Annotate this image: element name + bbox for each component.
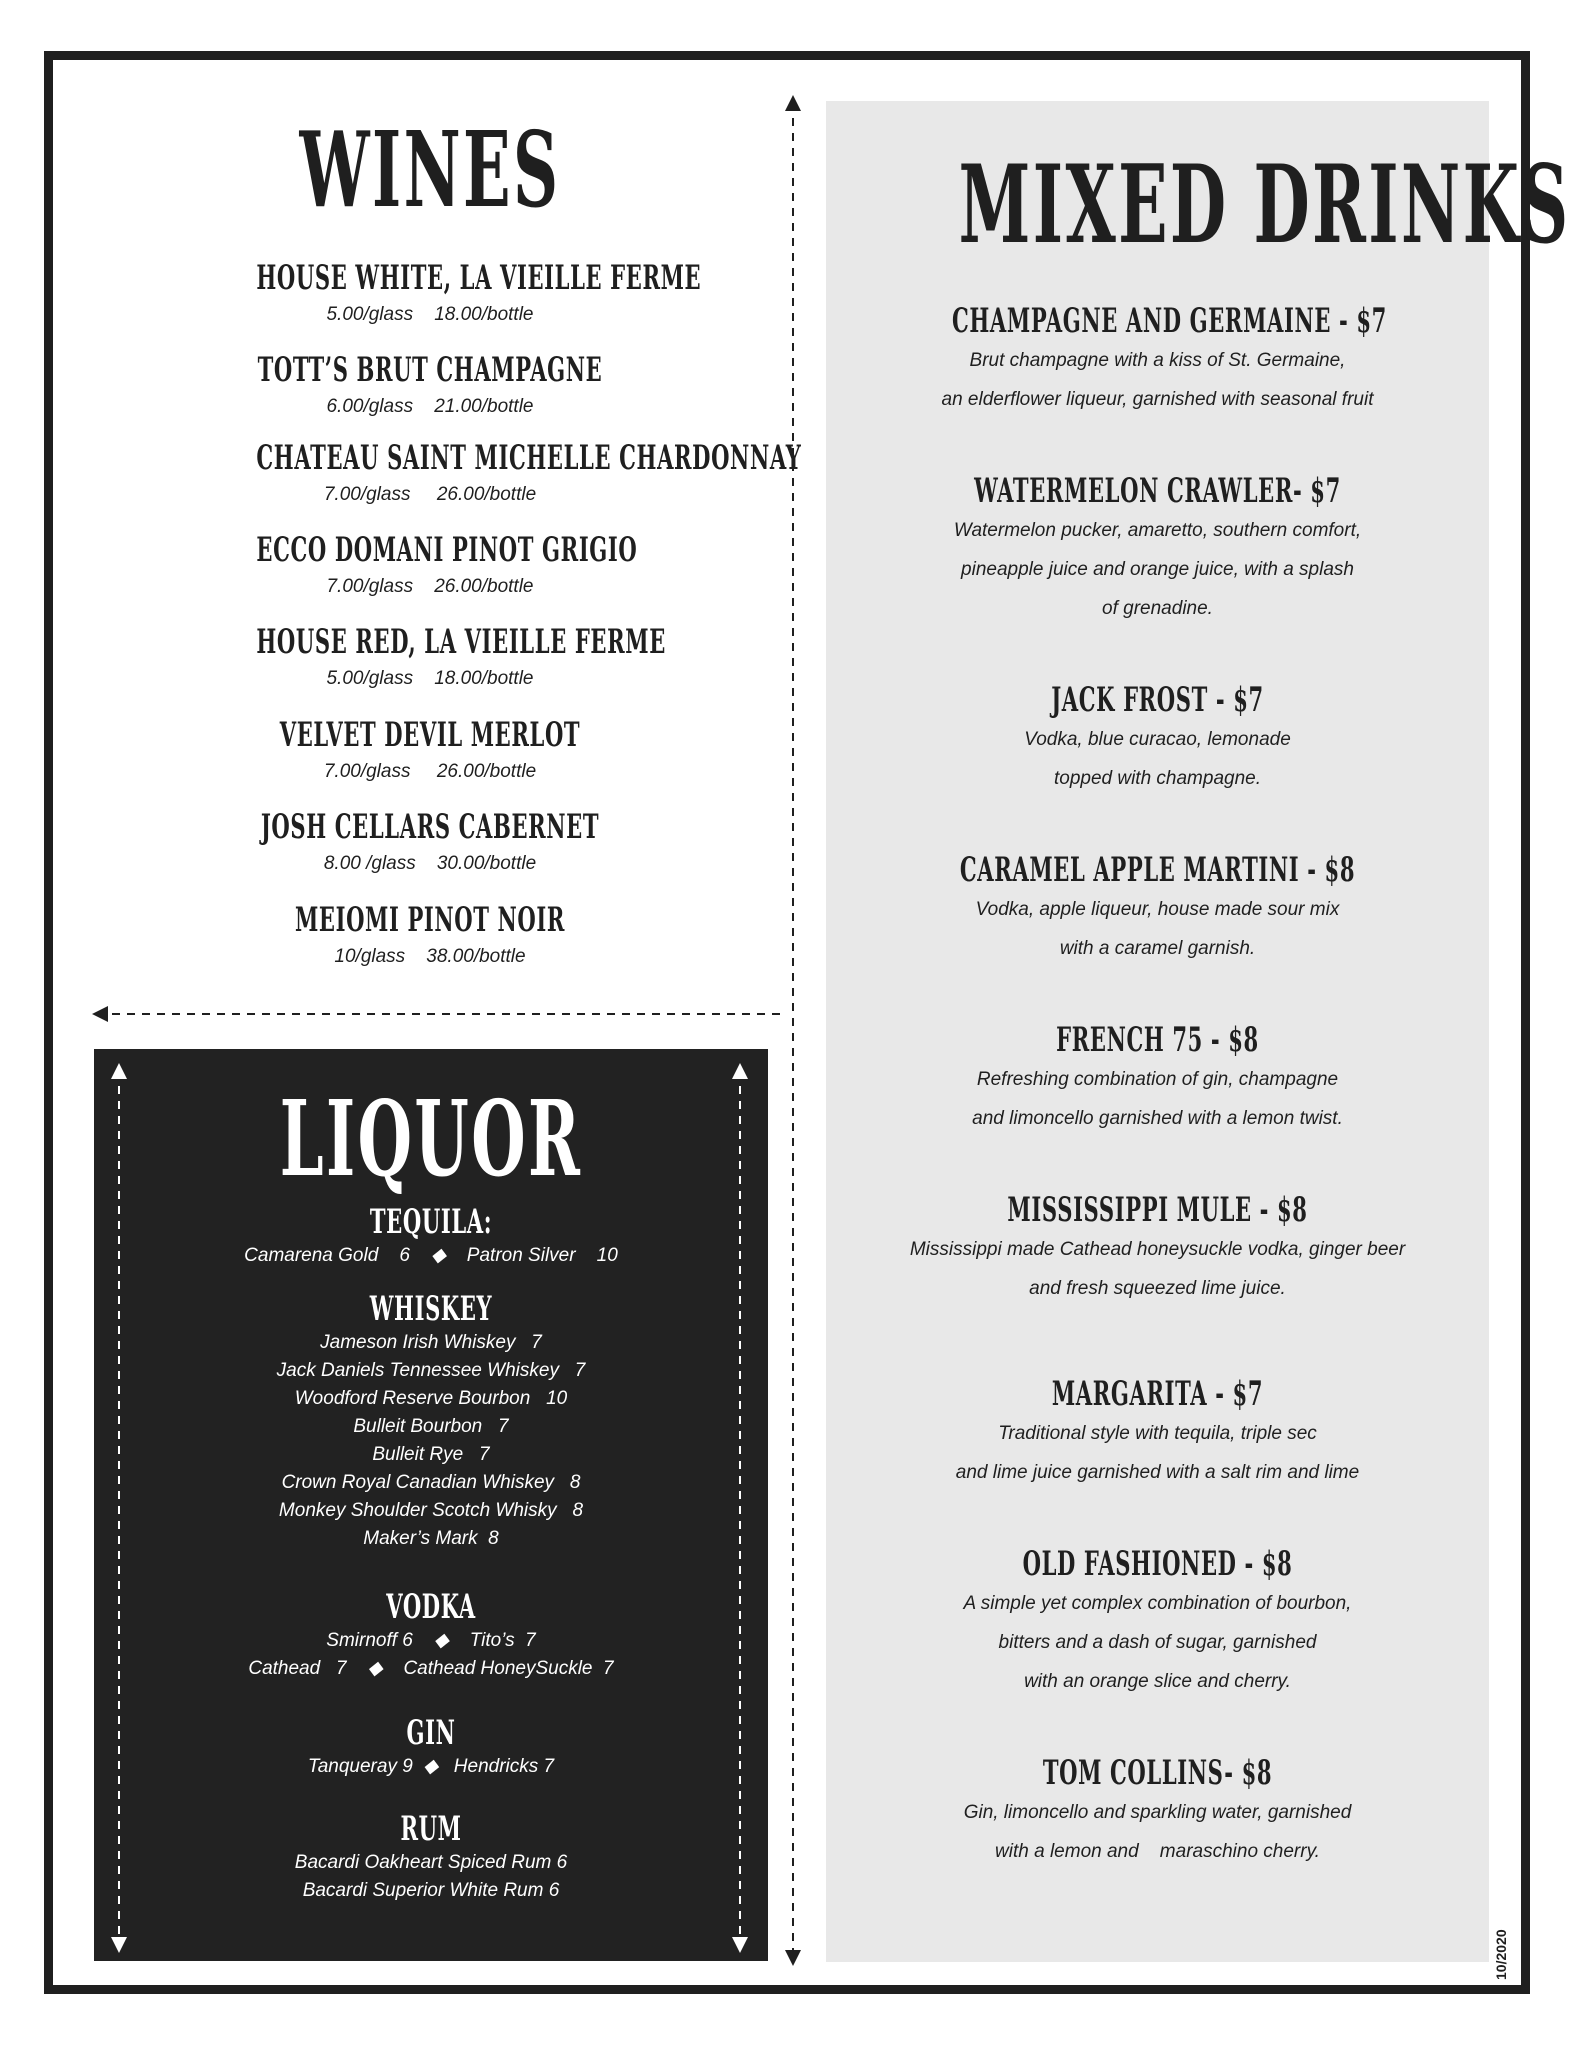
drink-item <box>826 1753 1489 1871</box>
drink-item <box>826 1544 1489 1701</box>
wine-name: JOSH CELLARS CABERNET <box>260 807 600 847</box>
wine-name: HOUSE RED, LA VIEILLE FERME <box>256 622 666 662</box>
drink-name: TOM COLLINS- $8 <box>1042 1753 1273 1793</box>
drink-item <box>826 850 1489 968</box>
drink-description: with an orange slice and cherry. <box>1024 1671 1291 1692</box>
drink-description: A simple yet complex combination of bourbon, <box>963 1593 1352 1614</box>
whiskey-line: Jameson Irish Whiskey 7 <box>320 1332 542 1353</box>
wine-item <box>150 438 802 508</box>
drink-description: Vodka, blue curacao, lemonade <box>1024 729 1291 750</box>
liquor-title: LIQUOR <box>279 1077 583 1200</box>
drink-item <box>826 471 1489 628</box>
wine-item <box>150 900 710 970</box>
vodka-line: Smirnoff 6 ◆ Tito’s 7 <box>326 1630 536 1651</box>
drink-description: Watermelon pucker, amaretto, southern comfort, <box>953 520 1362 541</box>
wine-item <box>150 530 710 600</box>
wine-name: CHATEAU SAINT MICHELLE CHARDONNAY <box>256 438 802 478</box>
wine-name: TOTT’S BRUT CHAMPAGNE <box>257 350 603 390</box>
drink-description: Refreshing combination of gin, champagne <box>976 1069 1339 1090</box>
drink-description: topped with champagne. <box>1053 768 1262 789</box>
drink-description: pineapple juice and orange juice, with a splash <box>961 559 1354 580</box>
drink-name: CHAMPAGNE AND GERMAINE - $7 <box>951 301 1387 341</box>
drink-description: Brut champagne with a kiss of St. Germaine, <box>969 350 1346 371</box>
drink-name: CARAMEL APPLE MARTINI - $8 <box>959 850 1356 890</box>
drink-item <box>826 1020 1489 1138</box>
whiskey-line: Jack Daniels Tennessee Whiskey 7 <box>276 1360 586 1381</box>
mixed-drinks-title: MIXED DRINKS <box>958 142 1571 268</box>
drink-description: bitters and a dash of sugar, garnished <box>998 1632 1317 1653</box>
drink-description: and limoncello garnished with a lemon twist. <box>972 1108 1343 1129</box>
wine-price: 7.00/glass 26.00/bottle <box>323 484 537 505</box>
wine-price: 8.00 /glass 30.00/bottle <box>323 853 537 874</box>
wine-item <box>150 807 710 877</box>
vodka-line: Cathead 7 ◆ Cathead HoneySuckle 7 <box>248 1658 614 1679</box>
whiskey-line: Woodford Reserve Bourbon 10 <box>294 1388 568 1409</box>
vodka-heading: VODKA <box>386 1587 476 1627</box>
drink-item <box>826 301 1489 419</box>
whiskey-heading: WHISKEY <box>369 1289 493 1329</box>
whiskey-line: Monkey Shoulder Scotch Whisky 8 <box>278 1500 584 1521</box>
wine-item <box>150 258 710 328</box>
drink-description: Gin, limoncello and sparkling water, garnished <box>963 1802 1352 1823</box>
wine-item <box>150 715 710 785</box>
drink-description: with a lemon and maraschino cherry. <box>995 1841 1320 1862</box>
drink-description: with a caramel garnish. <box>1059 938 1256 959</box>
whiskey-line: Maker’s Mark 8 <box>363 1528 499 1549</box>
wine-price: 10/glass 38.00/bottle <box>334 946 526 967</box>
wine-name: MEIOMI PINOT NOIR <box>294 900 566 940</box>
tequila-heading: TEQUILA: <box>369 1202 493 1242</box>
wine-price: 5.00/glass 18.00/bottle <box>326 304 534 325</box>
drink-item <box>826 1374 1489 1492</box>
drink-description: Traditional style with tequila, triple sec <box>998 1423 1317 1444</box>
drink-name: FRENCH 75 - $8 <box>1056 1020 1259 1060</box>
drink-name: WATERMELON CRAWLER- $7 <box>974 471 1341 511</box>
drink-name: MARGARITA - $7 <box>1051 1374 1264 1414</box>
wine-name: HOUSE WHITE, LA VIEILLE FERME <box>256 258 702 298</box>
drink-description: Vodka, apple liqueur, house made sour mix <box>975 899 1340 920</box>
rum-heading: RUM <box>400 1809 462 1849</box>
drink-description: of grenadine. <box>1102 598 1213 619</box>
gin-line: Tanqueray 9 ◆ Hendricks 7 <box>307 1756 555 1777</box>
wine-item <box>150 622 710 692</box>
wine-item <box>150 350 710 420</box>
wines-title: WINES <box>299 108 561 231</box>
gin-heading: GIN <box>406 1713 456 1753</box>
menu-date: 10/2020 <box>1493 1929 1509 1980</box>
liquor-section <box>94 1049 768 1961</box>
tequila-line: Camarena Gold 6 ◆ Patron Silver 10 <box>244 1245 618 1266</box>
wine-name: ECCO DOMANI PINOT GRIGIO <box>256 530 638 570</box>
drink-description: and lime juice garnished with a salt rim and lime <box>955 1462 1360 1483</box>
drink-description: and fresh squeezed lime juice. <box>1029 1278 1286 1299</box>
whiskey-line: Crown Royal Canadian Whiskey 8 <box>281 1472 581 1493</box>
wine-price: 7.00/glass 26.00/bottle <box>323 761 537 782</box>
rum-line: Bacardi Oakheart Spiced Rum 6 <box>294 1852 568 1873</box>
drink-description: an elderflower liqueur, garnished with seasonal fruit <box>941 389 1374 410</box>
drink-name: OLD FASHIONED - $8 <box>1022 1544 1293 1584</box>
whiskey-line: Bulleit Rye 7 <box>372 1444 490 1465</box>
wine-name: VELVET DEVIL MERLOT <box>279 715 581 755</box>
drink-name: JACK FROST - $7 <box>1051 680 1264 720</box>
drink-item <box>826 1190 1489 1308</box>
drink-name: MISSISSIPPI MULE - $8 <box>1007 1190 1308 1230</box>
whiskey-line: Bulleit Bourbon 7 <box>353 1416 509 1437</box>
wine-price: 6.00/glass 21.00/bottle <box>326 396 534 417</box>
wine-price: 7.00/glass 26.00/bottle <box>326 576 534 597</box>
rum-line: Bacardi Superior White Rum 6 <box>302 1880 560 1901</box>
drink-description: Mississippi made Cathead honeysuckle vodka, ginger beer <box>909 1239 1406 1260</box>
wine-price: 5.00/glass 18.00/bottle <box>326 668 534 689</box>
drink-item <box>826 680 1489 798</box>
